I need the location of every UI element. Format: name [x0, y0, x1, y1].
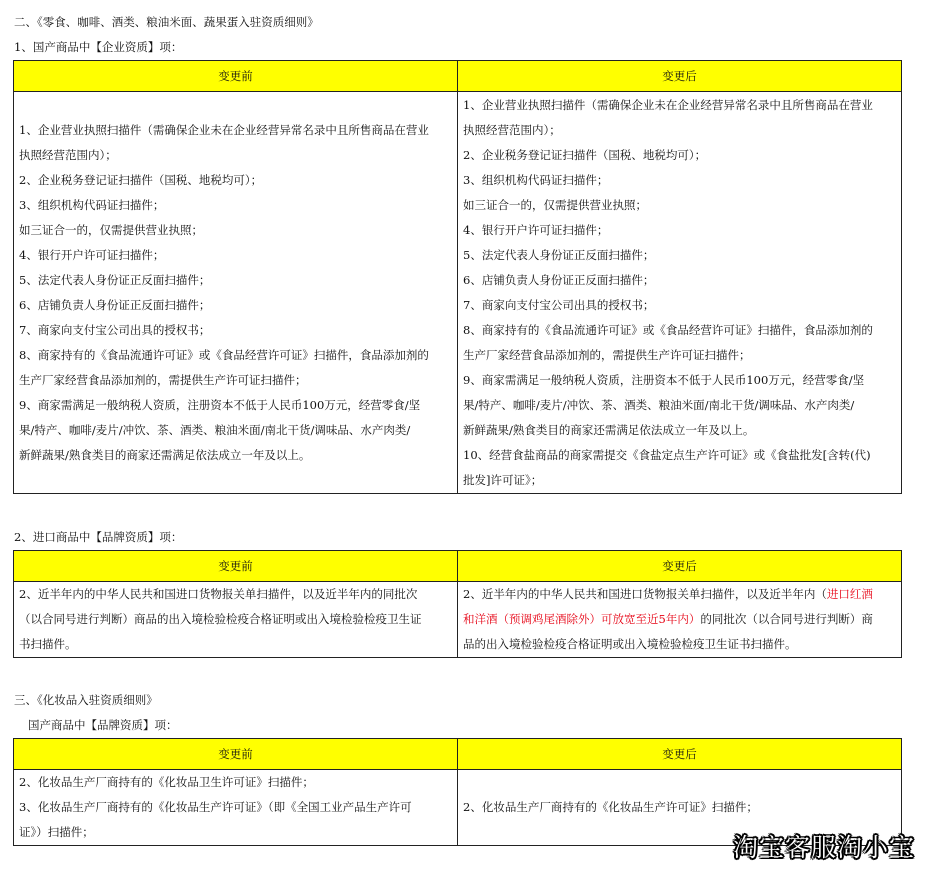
table-line: 5、法定代表人身份证正反面扫描件； — [463, 247, 655, 262]
table-line: 如三证合一的，仅需提供营业执照； — [19, 222, 203, 237]
table-line: 2、近半年内的中华人民共和国进口货物报关单扫描件，以及近半年内的同批次 — [19, 587, 418, 601]
table-line: 2、化妆品生产厂商持有的《化妆品卫生许可证》扫描件； — [19, 775, 314, 789]
before-cell — [14, 582, 458, 658]
watermark: 淘宝客服淘小宝 — [732, 833, 915, 862]
import-brand-qualification-table — [13, 550, 902, 658]
table-line: 6、店铺负责人身份证正反面扫描件； — [19, 297, 211, 312]
table-line: 生产厂家经营食品添加剂的，需提供生产许可证扫描件； — [463, 347, 751, 362]
header-after: 变更后 — [458, 61, 902, 92]
table-line: 果/特产、咖啡/麦片/冲饮、茶、酒类、粮油米面/南北干货/调味品、水产肉类/ — [19, 422, 411, 437]
table-line: 新鲜蔬果/熟食类目的商家还需满足依法成立一年及以上。 — [463, 422, 755, 437]
table-line: 9、商家需满足一般纳税人资质，注册资本不低于人民币100万元，经营零食/坚 — [19, 397, 421, 412]
table-line: 6、店铺负责人身份证正反面扫描件； — [463, 272, 655, 287]
after-cell — [458, 582, 902, 658]
after-line: 和洋酒（预调鸡尾酒除外）可放宽至近5年内）的同批次（以合同号进行判断）商 — [463, 612, 873, 626]
table-line: 执照经营范围内）； — [19, 147, 117, 162]
table-line: 1、企业营业执照扫描件（需确保企业未在企业经营异常名录中且所售商品在营业 — [463, 97, 873, 112]
table-line: 生产厂家经营食品添加剂的，需提供生产许可证扫描件； — [19, 372, 307, 387]
highlighted-change: 进口红酒 — [826, 587, 873, 601]
enterprise-qualification-table — [13, 60, 902, 494]
table-line: 8、商家持有的《食品流通许可证》或《食品经营许可证》扫描件，食品添加剂的 — [19, 347, 429, 362]
header-before: 变更前 — [14, 739, 458, 770]
table-line: 5、法定代表人身份证正反面扫描件； — [19, 272, 211, 287]
before-cell — [14, 770, 458, 846]
table-line: 3、组织机构代码证扫描件； — [463, 172, 609, 187]
section2-title: 二、《零食、咖啡、酒类、粮油米面、蔬果蛋入驻资质细则》 — [14, 15, 319, 29]
before-cell — [14, 92, 458, 494]
table-line: 2、化妆品生产厂商持有的《化妆品生产许可证》扫描件； — [463, 800, 758, 814]
section2-sub1-title: 1、国产商品中【企业资质】项： — [14, 40, 183, 54]
table-line: 果/特产、咖啡/麦片/冲饮、茶、酒类、粮油米面/南北干货/调味品、水产肉类/ — [463, 397, 855, 412]
section2-sub2-title: 2、进口商品中【品牌资质】项： — [14, 530, 183, 544]
table-line: 1、企业营业执照扫描件（需确保企业未在企业经营异常名录中且所售商品在营业 — [19, 122, 429, 137]
table-line: 3、组织机构代码证扫描件； — [19, 197, 165, 212]
table-line: 书扫描件。 — [19, 637, 77, 651]
after-cell — [458, 92, 902, 494]
header-after: 变更后 — [458, 739, 902, 770]
header-after: 变更后 — [458, 551, 902, 582]
table-line: 4、银行开户许可证扫描件； — [463, 222, 609, 237]
table-line: 4、银行开户许可证扫描件； — [19, 247, 165, 262]
header-before: 变更前 — [14, 551, 458, 582]
after-line: 2、近半年内的中华人民共和国进口货物报关单扫描件，以及近半年内（进口红酒 — [463, 587, 873, 601]
table-line: 9、商家需满足一般纳税人资质，注册资本不低于人民币100万元，经营零食/坚 — [463, 372, 865, 387]
table-line: 8、商家持有的《食品流通许可证》或《食品经营许可证》扫描件，食品添加剂的 — [463, 322, 873, 337]
section3-title: 三、《化妆品入驻资质细则》 — [14, 693, 158, 707]
after-line: 品的出入境检验检疫合格证明或出入境检验检疫卫生证书扫描件。 — [463, 637, 797, 651]
table-line: 3、化妆品生产厂商持有的《化妆品生产许可证》（即《全国工业产品生产许可 — [19, 800, 412, 814]
table-line: 如三证合一的，仅需提供营业执照； — [463, 197, 647, 212]
table-line: 批发]许可证》； — [463, 472, 543, 487]
highlighted-change: 和洋酒（预调鸡尾酒除外）可放宽至近5年内） — [463, 612, 701, 626]
table-line: 7、商家向支付宝公司出具的授权书； — [19, 322, 211, 337]
table-line: 10、经营食盐商品的商家需提交《食盐定点生产许可证》或《食盐批发[含转(代) — [463, 447, 871, 462]
header-before: 变更前 — [14, 61, 458, 92]
table-line: 7、商家向支付宝公司出具的授权书； — [463, 297, 655, 312]
table-line: 2、企业税务登记证扫描件（国税、地税均可）； — [463, 147, 707, 162]
table-line: 新鲜蔬果/熟食类目的商家还需满足依法成立一年及以上。 — [19, 447, 311, 462]
table-line: 2、企业税务登记证扫描件（国税、地税均可）； — [19, 172, 263, 187]
table-line: 执照经营范围内）； — [463, 122, 561, 137]
table-line: 证》）扫描件； — [19, 825, 94, 839]
table-line: （以合同号进行判断）商品的出入境检验检疫合格证明或出入境检验检疫卫生证 — [19, 612, 422, 626]
section3-sub1-title: 国产商品中【品牌资质】项： — [28, 718, 178, 732]
